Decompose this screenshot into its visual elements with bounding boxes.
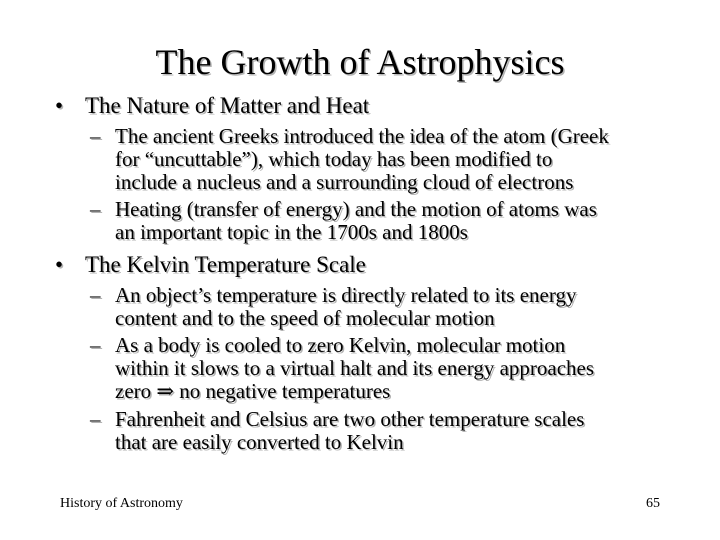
bullet-heading: The Kelvin Temperature Scale	[85, 252, 366, 277]
sub-bullet-line: As a body is cooled to zero Kelvin, molecular motion	[115, 333, 566, 357]
bullet-kelvin-scale	[55, 252, 366, 278]
dash-mark: –	[90, 333, 101, 357]
sub-bullet-line: The ancient Greeks introduced the idea of the atom (Greek	[115, 124, 609, 148]
dash-mark: –	[90, 283, 101, 307]
bullet-mark: •	[55, 93, 64, 118]
dash-mark: –	[90, 124, 101, 148]
dash-mark: –	[90, 407, 101, 431]
bullet-heading: The Nature of Matter and Heat	[85, 93, 370, 118]
slide-title: The Growth of Astrophysics	[155, 42, 565, 82]
sub-bullet-line: zero ⇒ no negative temperatures	[115, 379, 391, 403]
sub-bullet-greek-atom	[90, 125, 609, 194]
sub-bullet-line: Heating (transfer of energy) and the motion of atoms was	[115, 197, 597, 221]
sub-bullet-line: include a nucleus and a surrounding cloud of electrons	[115, 170, 574, 194]
sub-bullet-heating	[90, 198, 597, 244]
sub-bullet-line: that are easily converted to Kelvin	[115, 430, 404, 454]
sub-bullet-line: An object’s temperature is directly related to its energy	[115, 283, 577, 307]
sub-bullet-fahrenheit-celsius	[90, 408, 584, 454]
footer-course-title: History of Astronomy	[60, 496, 183, 511]
sub-bullet-line: Fahrenheit and Celsius are two other temperature scales	[115, 407, 585, 431]
sub-bullet-line: within it slows to a virtual halt and its energy approaches	[115, 356, 595, 380]
footer-page-number: 65	[646, 496, 660, 511]
bullet-mark: •	[55, 252, 64, 277]
sub-bullet-line: content and to the speed of molecular motion	[115, 306, 495, 330]
sub-bullet-zero-kelvin	[90, 334, 594, 403]
sub-bullet-object-temperature	[90, 284, 576, 330]
sub-bullet-line: for “uncuttable”), which today has been modified to	[115, 147, 553, 171]
bullet-nature-of-matter	[55, 93, 369, 119]
dash-mark: –	[90, 197, 101, 221]
sub-bullet-line: an important topic in the 1700s and 1800s	[115, 220, 468, 244]
